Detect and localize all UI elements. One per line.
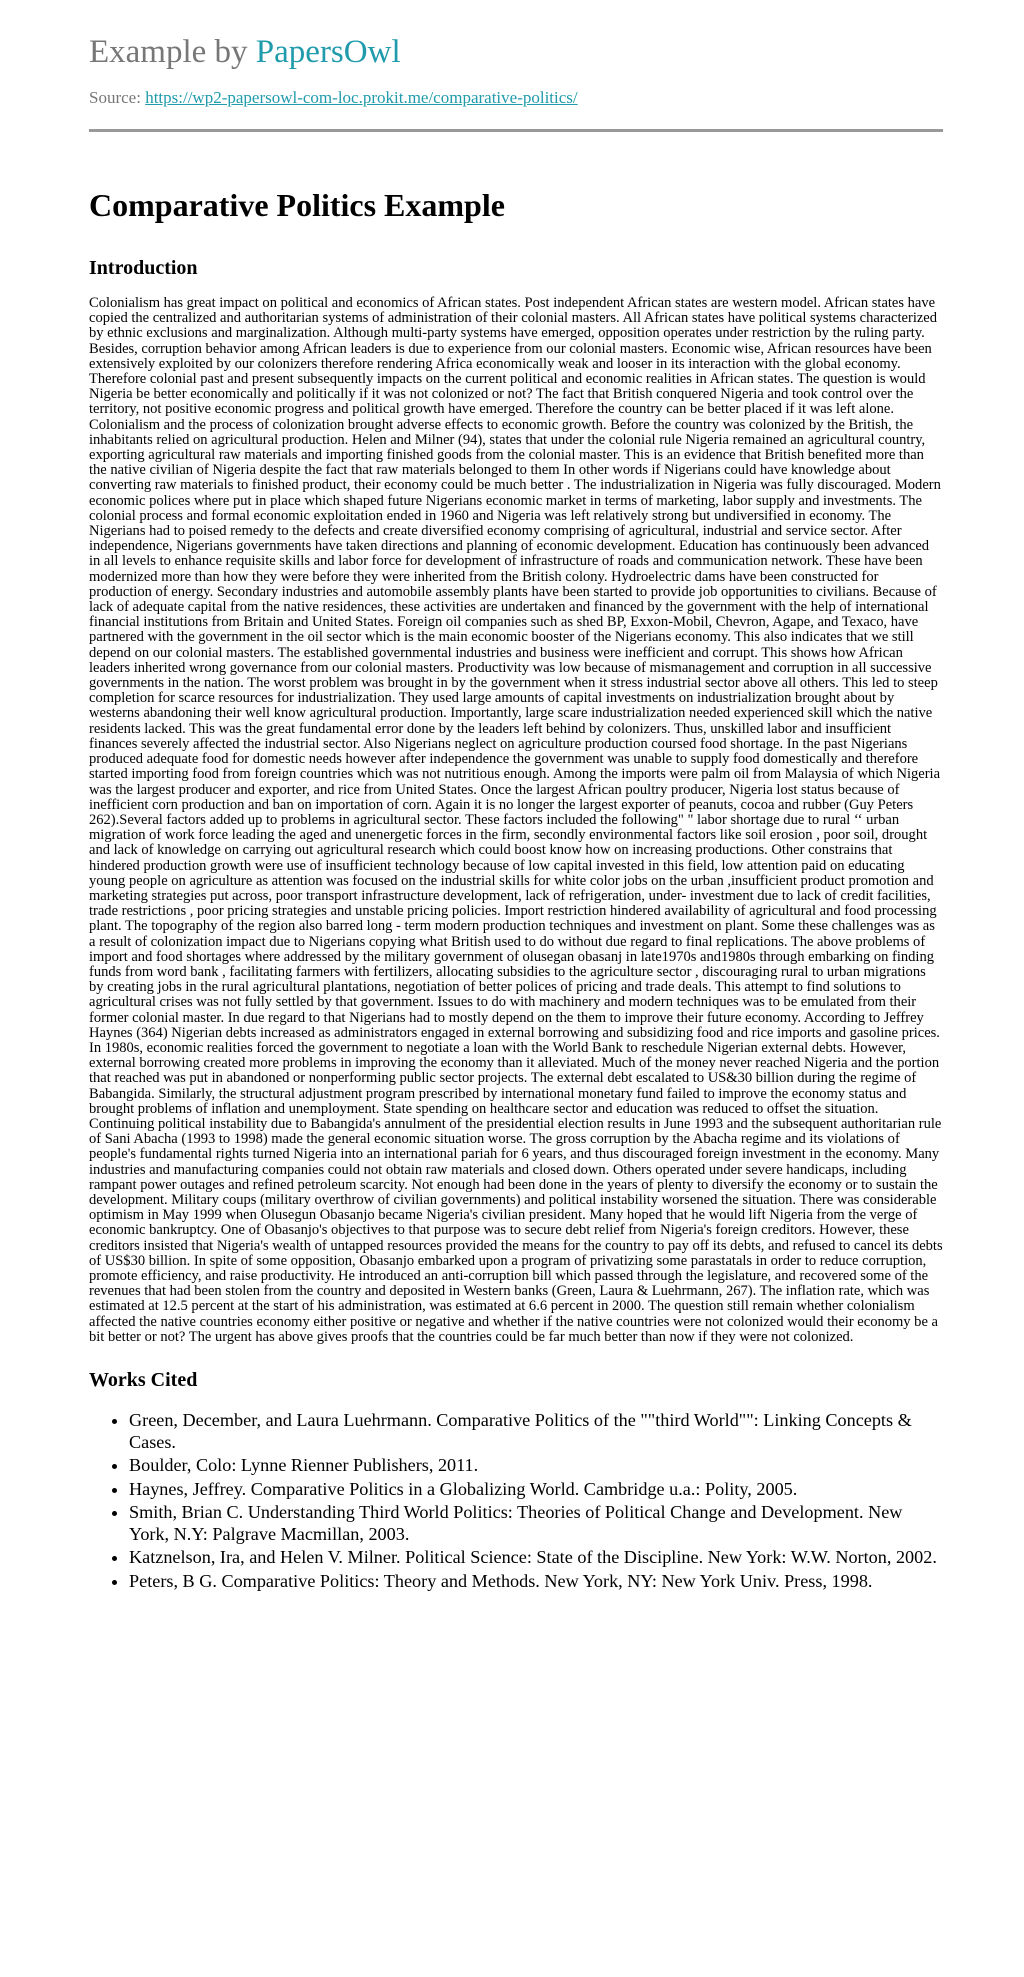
- brand-prefix: Example by: [89, 34, 256, 70]
- citation-item: • Haynes, Jeffrey. Comparative Politics in a Globalizing World. Cambridge u.a.: Polity, 2005.: [129, 1479, 943, 1501]
- article-body: Colonialism has great impact on political and economics of African states. Post independent African states are western model. African states have copied the centralized and authoritarian systems of administration of their colonial masters. All African states have political systems characterized by ethnic exclusions and marginalization. Although multi-party systems have emerged, opposition operates under restriction by the ruling party. Besides, corruption behavior among African leaders is due to experience from our colonial masters. Economic wise, African resources have been extensively exploited by our colonizers therefore rendering Africa economically weak and looser in its interaction with the global economy. Therefore colonial past and present subsequently impacts on the current political and economic realities in African states. The question is would Nigeria be better economically and politically if it was not colonized or not? The fact that British conquered Nigeria and took control over the territory, not positive economic progress and political growth have emerged. Therefore the country can be better placed if it was left alone. Colonialism and the process of colonization brought adverse effects to economic growth. Before the country was colonized by the British, the inhabitants relied on agricultural production. Helen and Milner (94), states that under the colonial rule Nigeria remained an agricultural country, exporting agricultural raw materials and importing finished goods from the colonial master. This is an evidence that British benefited more than the native civilian of Nigeria despite the fact that raw materials belonged to them In other words if Nigerians could have knowledge about converting raw materials to finished product, their economy could be much better . The industrialization in Nigeria was fully discouraged. Modern economic polices where put in place which shaped future Nigerians economic market in terms of marketing, labor supply and investments. The colonial process and formal economic exploitation ended in 1960 and Nigeria was left relatively strong but undiversified in economy. The Nigerians had to poised remedy to the defects and create diversified economy comprising of agricultural, industrial and service sector. After independence, Nigerians governments have taken directions and planning of economic development. Education has continuously been advanced in all levels to enhance requisite skills and labor force for development of infrastructure of roads and communication network. These have been modernized more than how they were before they were inherited from the British colony. Hydroelectric dams have been constructed for production of energy. Secondary industries and automobile assembly plants have been started to provide job opportunities to civilians. Because of lack of adequate capital from the native residences, these activities are undertaken and financed by the government with the help of international financial institutions from Britain and United States. Foreign oil companies such as shed BP, Exxon-Mobil, Chevron, Agape, and Texaco, have partnered with the government in the oil sector which is the main economic booster of the Nigerians economy. This also indicates that we still depend on our colonial masters. The established governmental industries and business were inefficient and corrupt. This shows how African leaders inherited wrong governance from our colonial masters. Productivity was low because of mismanagement and corruption in all successive governments in the nation. The worst problem was brought in by the government when it stress industrial sector above all others. This led to steep completion for scarce resources for industrialization. They used large amounts of capital investments on industrialization brought about by westerns abandoning their well know agricultural production. Importantly, large scare industrialization needed experienced skill which the native residents lacked. This was the great fundamental error done by the leaders left behind by colonizers. Thus, unskilled labor and insufficient finances severely affected the industrial sector. Also Nigerians neglect on agriculture production coursed food shortage. In the past Nigerians produced adequate food for domestic needs however after independence the government was unable to supply food domestically and therefore started importing food from foreign countries which was not nutritious enough. Among the imports were palm oil from Malaysia of which Nigeria was the largest producer and exporter, and rice from United States. Once the largest African poultry producer, Nigeria lost status because of inefficient corn production and ban on importation of corn. Again it is no longer the largest exporter of peanuts, cocoa and rubber (Guy Peters 262).Several factors added up to problems in agricultural sector. These factors included the following" " labor shortage due to rural ‘‘ urban migration of work force leading the aged and unenergetic forces in the firm, secondly environmental factors like soil erosion , poor soil, drought and lack of knowledge on carrying out agricultural research which could boost know how on increasing productions. Other constrains that hindered production growth were use of insufficient technology because of low capital invested in this field, low attention paid on educating young people on agriculture as attention was focused on the industrial skills for white color jobs on the urban ,insufficient product promotion and marketing strategies put across, poor transport infrastructure development, lack of refrigeration, under- investment due to lack of credit facilities, trade restrictions , poor pricing strategies and unstable pricing policies. Import restriction hindered availability of agricultural and food processing plant. The topography of the region also barred long - term modern production techniques and investment on plant. Some these challenges was as a result of colonization impact due to Nigerians copying what British used to do without due regard to final replications. The above problems of import and food shortages where addressed by the military government of olusegan obasanj in late1970s and1980s through embarking on finding funds from word bank , facilitating farmers with fertilizers, allocating subsidies to the agriculture sector , discouraging rural to urban migrations by creating jobs in the rural agricultural plantations, negotiation of better polices of pricing and trade deals. This attempt to find solutions to agricultural crises was not fully settled by that government. Issues to do with machinery and modern techniques was to be emulated from their former colonial master. In due regard to that Nigerians had to mostly depend on the them to improve their future economy. According to Jeffrey Haynes (364) Nigerian debts increased as administrators engaged in external borrowing and subsidizing food and rice imports and gasoline prices. In 1980s, economic realities forced the government to negotiate a loan with the World Bank to reschedule Nigerian external debts. However, external borrowing created more problems in improving the economy than it alleviated. Much of the money never reached Nigeria and the portion that reached was put in abandoned or nonperforming public sector projects. The external debt escalated to US&30 billion during the regime of Babangida. Similarly, the structural adjustment program prescribed by international monetary fund failed to improve the economy status and brought problems of inflation and unemployment. State spending on healthcare sector and education was reduced to offset the situation. Continuing political instability due to Babangida's annulment of the presidential election results in June 1993 and the subsequent authoritarian rule of Sani Abacha (1993 to 1998) made the general economic situation worse. The gross corruption by the Abacha regime and its violations of people's fundamental rights turned Nigeria into an international pariah for 6 years, and thus discouraged foreign investment in the economy. Many industries and manufacturing companies could not obtain raw materials and closed down. Others operated under severe handicaps, including rampant power outages and refined petroleum scarcity. Not enough had been done in the years of plenty to diversify the economy or to sustain the development. Military coups (military overthrow of civilian governments) and political instability worsened the situation. There was considerable optimism in May 1999 when Olusegun Obasanjo became Nigeria's civilian president. Many hoped that he would lift Nigeria from the verge of economic bankruptcy. One of Obasanjo's objectives to that purpose was to secure debt relief from Nigeria's foreign creditors. However, these creditors insisted that Nigeria's wealth of untapped resources provided the means for the country to pay off its debts, and refused to cancel its debts of US$30 billion. In spite of some opposition, Obasanjo embarked upon a program of privatizing some parastatals in order to reduce corruption, promote efficiency, and raise productivity. He introduced an anti-corruption bill which passed through the legislature, and recovered some of the revenues that had been stolen from the country and deposited in Western banks (Green, Laura & Luehrmann, 267). The inflation rate, which was estimated at 12.5 percent at the start of his administration, was estimated at 6.6 percent in 2000. The question still remain whether colonialism affected the native countries economy either positive or negative and whether if the native countries were not colonized would their economy be a bit better or not? The urgent has above gives proofs that the countries could be far much better than now if they were not colonized.: [89, 295, 943, 1345]
- source-line: [89, 88, 943, 108]
- citation-item: • Green, December, and Laura Luehrmann. Comparative Politics of the ""third World"": Linking Concepts & Cases.: [129, 1410, 943, 1453]
- brand-name-link[interactable]: PapersOwl: [255, 34, 401, 70]
- source-label: Source:: [89, 88, 146, 107]
- brand-header: [89, 32, 943, 72]
- citation-item: • Katznelson, Ira, and Helen V. Milner. Political Science: State of the Discipline. New York: W.W. Norton, 2002.: [129, 1547, 943, 1569]
- page: [89, 0, 943, 1594]
- citation-item: • Peters, B G. Comparative Politics: Theory and Methods. New York, NY: New York Univ. Press, 1998.: [129, 1571, 943, 1593]
- page-title: Comparative Politics Example: [89, 187, 505, 223]
- works-cited-heading: Works Cited: [89, 1369, 198, 1392]
- citation-item: • Boulder, Colo: Lynne Rienner Publishers, 2011.: [129, 1455, 943, 1477]
- introduction-heading: Introduction: [89, 257, 198, 279]
- header-divider: [89, 129, 943, 132]
- source-link[interactable]: https://wp2-papersowl-com-loc.prokit.me/comparative-politics/: [145, 88, 578, 107]
- works-cited-list: [89, 1410, 943, 1592]
- citation-item: • Smith, Brian C. Understanding Third World Politics: Theories of Political Change and Development. New York, N.Y: Palgrave Macmillan, 2003.: [129, 1502, 943, 1545]
